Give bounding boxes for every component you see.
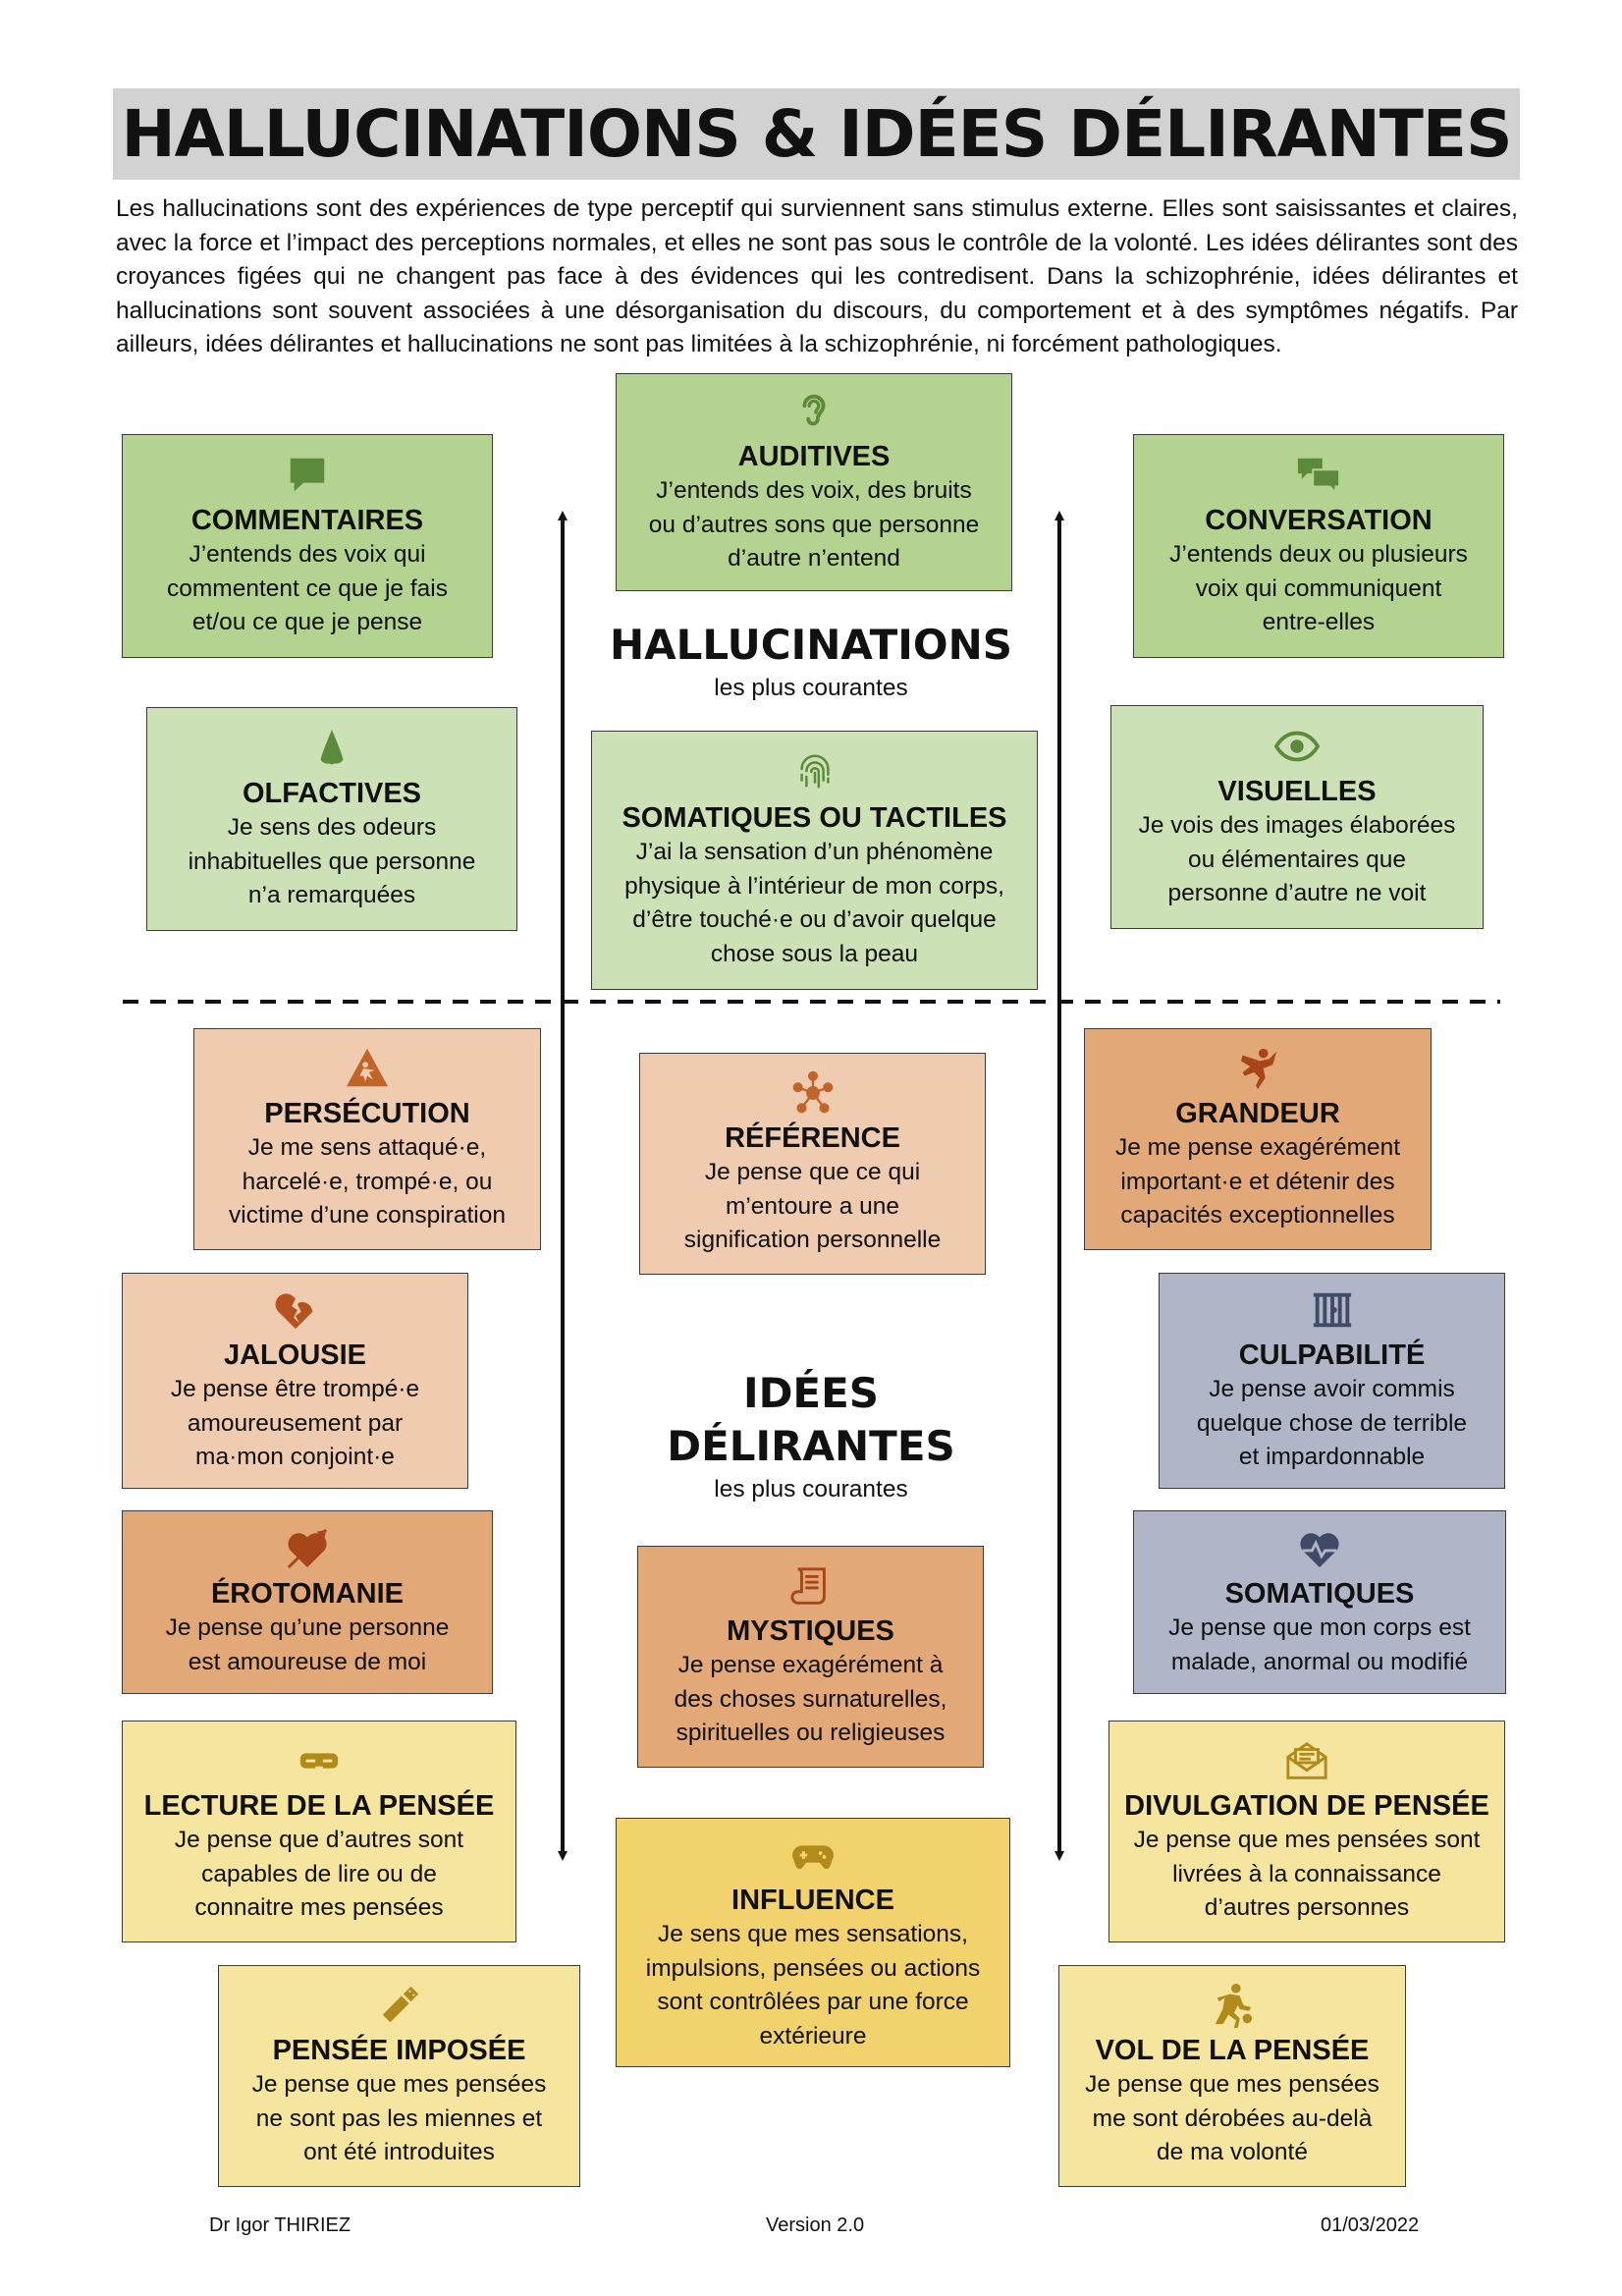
idees-subtitle: les plus courantes [714, 1476, 908, 1503]
footer-version: Version 2.0 [766, 2214, 865, 2236]
jail-icon [1309, 1286, 1356, 1334]
card-commentaires [122, 434, 493, 658]
card-jalousie-title: JALOUSIE [223, 1339, 367, 1372]
card-somatiques-title: SOMATIQUES [1224, 1578, 1415, 1610]
card-mystiques-title: MYSTIQUES [727, 1615, 894, 1648]
card-culpabilite-text: Je pense avoir commis quelque chose de terrible et impardonnable [1196, 1376, 1468, 1471]
intro-paragraph: Les hallucinations sont des expériences de type perceptif qui surviennent sans stimulus externe. Elles sont saisissantes et claires, avec la force et l’impact des perceptions normales, et elles ne sont pas sous le contrôle de la volonté. Les idées délirantes sont des croyances figées qui ne changent pas face à des évidences qui les contredisent. Dans la schizophrénie, idées délirantes et hallucinations sont souvent associées à une désorganisation du discours, du comportement et à des symptômes négatifs. Par ailleurs, idées délirantes et hallucinations ne sont pas limitées à la schizophrénie, ni forcément pathologiques. [116, 195, 1518, 357]
card-persecution [193, 1028, 541, 1250]
idees-heading [595, 1367, 1027, 1506]
card-persecution-title: PERSÉCUTION [264, 1098, 470, 1130]
eye-icon [1273, 723, 1321, 770]
running-thief-icon [1209, 1982, 1256, 2029]
heart-arrow-icon [284, 1525, 331, 1572]
card-persecution-text: Je me sens attaqué·e, harcelé·e, trompé·e, ou victime d’une conspiration [229, 1134, 506, 1230]
speech-bubble-icon [284, 452, 331, 499]
card-reference [639, 1053, 986, 1275]
card-divulgation [1108, 1721, 1505, 1942]
card-imposee-title: PENSÉE IMPOSÉE [272, 2035, 526, 2067]
card-jalousie-text: Je pense être trompé·e amoureusement par ma·mon conjoint·e [170, 1376, 420, 1471]
card-auditives-text: J’entends des voix, des bruits ou d’autres sons que personne d’autre n’entend [648, 477, 980, 573]
gamepad-icon [789, 1831, 837, 1879]
card-imposee-text: Je pense que mes pensées ne sont pas les miennes et ont été introduites [251, 2071, 547, 2166]
card-commentaires-title: COMMENTAIRES [190, 505, 424, 537]
card-somatiques-text: Je pense que mon corps est malade, anormal ou modifié [1168, 1614, 1471, 1675]
card-erotomanie [122, 1510, 493, 1694]
footer-date: 01/03/2022 [1321, 2214, 1420, 2236]
card-somatiques [1133, 1510, 1506, 1694]
card-divulgation-text: Je pense que mes pensées sont livrées à la connaissance d’autres personnes [1133, 1827, 1481, 1922]
nose-icon [308, 725, 355, 772]
card-conversation-text: J’entends deux ou plusieurs voix qui communiquent entre-elles [1169, 541, 1468, 636]
card-reference-text: Je pense que ce qui m’entoure a une signification personnelle [683, 1159, 942, 1254]
hallucinations-heading [595, 619, 1027, 705]
card-reference-title: RÉFÉRENCE [725, 1122, 900, 1155]
card-culpabilite-title: CULPABILITÉ [1238, 1339, 1426, 1372]
card-grandeur-title: GRANDEUR [1175, 1098, 1340, 1130]
card-somatiques-tactiles [591, 731, 1038, 990]
idees-title: IDÉES DÉLIRANTES [667, 1369, 955, 1470]
fingerprint-icon [791, 749, 838, 796]
card-auditives [616, 373, 1012, 591]
card-influence-title: INFLUENCE [731, 1885, 894, 1916]
hallucinations-subtitle: les plus courantes [714, 675, 908, 701]
hallucinations-title: HALLUCINATIONS [609, 621, 1012, 669]
card-vol-title: VOL DE LA PENSÉE [1095, 2035, 1370, 2067]
card-jalousie [122, 1273, 468, 1489]
superhero-icon [1234, 1045, 1281, 1092]
card-erotomanie-text: Je pense qu’une personne est amoureuse de moi [165, 1614, 450, 1675]
card-grandeur [1084, 1028, 1432, 1250]
card-vol-text: Je pense que mes pensées me sont dérobées au-delà de ma volonté [1085, 2071, 1379, 2166]
card-conversation-title: CONVERSATION [1205, 505, 1433, 537]
card-olfactives-text: Je sens des odeurs inhabituelles que personne n’a remarquées [188, 814, 476, 909]
vr-goggles-icon [296, 1737, 343, 1784]
network-icon [789, 1069, 837, 1117]
card-lecture-title: LECTURE DE LA PENSÉE [143, 1790, 495, 1823]
card-vol [1058, 1965, 1406, 2187]
warning-icon [344, 1045, 391, 1092]
card-mystiques [637, 1546, 984, 1768]
card-commentaires-text: J’entends des voix qui commentent ce que je fais et/ou ce que je pense [167, 541, 448, 636]
card-grandeur-text: Je me pense exagérément important·e et détenir des capacités exceptionnelles [1114, 1134, 1401, 1230]
card-visuelles-title: VISUELLES [1217, 776, 1377, 808]
card-mystiques-text: Je pense exagérément à des choses surnaturelles, spirituelles ou religieuses [674, 1652, 947, 1747]
card-imposee [218, 1965, 580, 2187]
card-conversation [1133, 434, 1504, 658]
card-influence-text: Je sens que mes sensations, impulsions, pensées ou actions sont contrôlées par une force extérieure [645, 1921, 981, 2050]
card-olfactives-title: OLFACTIVES [242, 778, 422, 810]
heartbeat-icon [1296, 1525, 1343, 1572]
card-somatiques-tactiles-text: J’ai la sensation d’un phénomène physique à l’intérieur de mon corps, d’être touché·e ou d’avoir quelque chose sous la peau [624, 839, 1004, 967]
card-visuelles-text: Je vois des images élaborées ou élémentaires que personne d’autre ne voit [1138, 812, 1456, 907]
broken-heart-icon [272, 1286, 319, 1334]
page-title: HALLUCINATIONS & IDÉES DÉLIRANTES [121, 96, 1512, 172]
envelope-icon [1283, 1737, 1330, 1784]
card-culpabilite [1159, 1273, 1505, 1489]
card-visuelles [1110, 705, 1484, 929]
usb-key-icon [376, 1982, 423, 2029]
card-somatiques-tactiles-title: SOMATIQUES OU TACTILES [622, 802, 1007, 834]
card-lecture-text: Je pense que d’autres sont capables de lire ou de connaitre mes pensées [174, 1827, 464, 1922]
card-olfactives [146, 707, 517, 931]
card-auditives-title: AUDITIVES [737, 441, 891, 473]
card-lecture [122, 1721, 516, 1942]
scroll-icon [787, 1562, 835, 1610]
footer-author: Dr Igor THIRIEZ [209, 2214, 351, 2236]
conversation-bubbles-icon [1295, 452, 1342, 499]
ear-icon [790, 388, 838, 435]
card-divulgation-title: DIVULGATION DE PENSÉE [1124, 1790, 1489, 1823]
card-erotomanie-title: ÉROTOMANIE [210, 1578, 405, 1610]
card-influence [616, 1818, 1010, 2067]
